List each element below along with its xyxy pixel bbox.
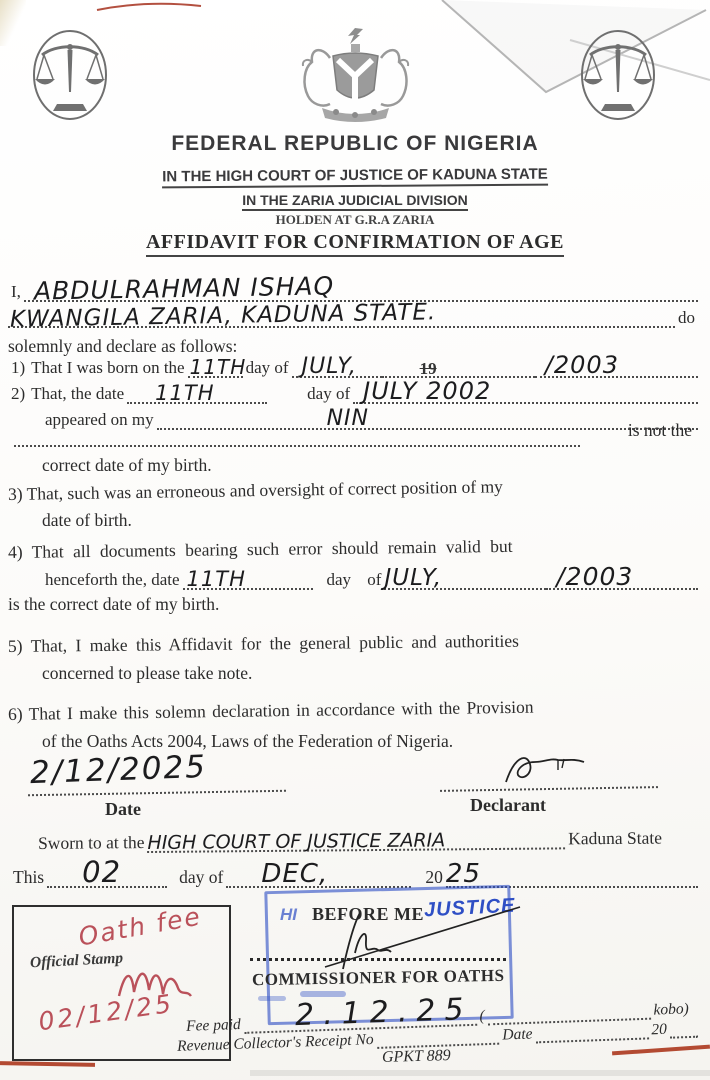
deponent-address-handwriting: KWANGILA ZARIA, KADUNA STATE. (9, 299, 437, 333)
clause-1-text2: day of (245, 358, 289, 377)
clause-2-closing: correct date of my birth. (42, 455, 212, 475)
i-label: I, (11, 282, 21, 301)
paper-corner-shade (0, 0, 26, 46)
clause-3-text1: That, such was an erroneous and oversight of correct position of my (26, 476, 503, 504)
clause-2-text: That, the date (31, 384, 125, 403)
clause-4-year-field (546, 562, 698, 591)
clause-5-line2: concerned to please take note. (42, 663, 253, 683)
clause-3-number: 3) (7, 483, 23, 504)
affidavit-title: AFFIDAVIT FOR CONFIRMATION OF AGE (0, 231, 710, 257)
declarant-label: Declarant (470, 795, 546, 815)
sworn-day-handwriting: 02 (82, 855, 122, 889)
clause-2-appeared-line (42, 404, 698, 430)
clause-2-text3: appeared on my (45, 410, 154, 429)
fee-kobo-label: kobo) (653, 1000, 690, 1019)
clause-3-line1 (8, 476, 503, 505)
clause-1-year-field (535, 351, 698, 379)
clause-6-line1 (8, 697, 534, 725)
sworn-line (35, 823, 665, 854)
clause-5-number: 5) (7, 635, 23, 656)
clause-1-day-field (188, 355, 247, 379)
receipt-date-field (536, 1031, 649, 1043)
clause-2-day-field (127, 381, 267, 405)
sworn-month-handwriting: DEC, (261, 859, 329, 889)
clause-1-struck-19: 19 (419, 359, 437, 378)
sworn-dayof: day of (179, 867, 224, 887)
division-title: IN THE ZARIA JUDICIAL DIVISION (0, 192, 710, 211)
declare-line: solemnly and declare as follows: (8, 336, 238, 356)
receipt-label: Revenue Collector's Receipt No (176, 1031, 374, 1055)
holden-title: HOLDEN AT G.R.A ZARIA (275, 212, 435, 227)
stamp-blue-fragment-bar2 (258, 996, 286, 1001)
clause-2-isnotthe: is not the (627, 420, 692, 440)
sworn-place-handwriting: HIGH COURT OF JUSTICE ZARIA (147, 829, 446, 855)
deponent-name-handwriting: ABDULRAHMAN ISHAQ (33, 271, 335, 306)
clause-1-month-handwriting: JULY, (301, 354, 357, 379)
clause-6-number: 6) (7, 703, 23, 724)
clause-4-date-line (42, 564, 698, 590)
clause-2-empty-rule (14, 445, 580, 447)
sworn-place-field (147, 829, 565, 855)
fee-paid-label: Fee paid (185, 1015, 242, 1035)
receipt-year-field (670, 1030, 698, 1039)
sworn-date-line (10, 855, 698, 889)
clause-4-day-handwriting: 11TH (186, 567, 246, 591)
sworn-year-handwriting: 25 (445, 859, 481, 889)
receipt-century: 20 (650, 1020, 668, 1039)
clause-6-text1: That I make this solemn declaration in accordance with the Provision (28, 696, 534, 724)
clause-2-day-handwriting: 11TH (155, 381, 215, 405)
clause-5-text1: That, I make this Affidavit for the general public and authorities (30, 630, 519, 656)
paper-bottom-shadow (250, 1070, 710, 1076)
clause-2-nin-handwriting: NIN (326, 406, 369, 431)
clause-1-year-handwriting: /2003 (544, 351, 619, 379)
clause-4-text1: That all documents bearing such error should remain valid but (31, 535, 513, 562)
clause-2 (8, 378, 698, 404)
this-word: This (13, 867, 45, 887)
sworn-prefix: Sworn to at the (37, 832, 145, 853)
sworn-suffix: Kaduna State (568, 827, 663, 849)
deponent-name-line (8, 271, 698, 306)
scales-of-justice-icon (578, 28, 658, 123)
sworn-month-field (226, 859, 411, 889)
clause-2-text2: day of (307, 384, 351, 403)
official-stamp-label: Official Stamp (29, 949, 124, 972)
clause-2-monthyear-field (353, 377, 698, 405)
stamp-justice-text: JUSTICE (423, 894, 516, 922)
do-word: do (678, 308, 695, 327)
nigeria-coat-of-arms-icon (288, 24, 423, 132)
clause-1-day-handwriting: 11TH (189, 355, 247, 379)
date-label: Date (105, 799, 141, 819)
clause-1-text: That I was born on the (31, 358, 185, 377)
court-title: IN THE HIGH COURT OF JUSTICE OF KADUNA STATE (0, 165, 710, 190)
commissioner-label: COMMISSIONER FOR OATHS (251, 965, 505, 990)
republic-title: FEDERAL REPUBLIC OF NIGERIA (171, 132, 539, 155)
scales-of-justice-icon (30, 28, 110, 123)
paper-fold-crease (420, 0, 710, 112)
deponent-address-field (8, 299, 675, 333)
clause-4-month-handwriting: JULY, (384, 565, 443, 591)
clause-1-number: 1) (11, 358, 26, 377)
clause-4-text2: henceforth the, date (45, 570, 180, 589)
clause-6-line2: of the Oaths Acts 2004, Laws of the Federation of Nigeria. (42, 731, 454, 751)
clause-5-line1 (8, 631, 519, 657)
clause-3-line2: date of birth. (42, 510, 132, 530)
form-code: GPKT 889 (381, 1047, 451, 1066)
commissioner-rule (250, 958, 506, 961)
paper-bottom-right-edge (612, 1045, 710, 1056)
date-rule (28, 790, 286, 797)
clause-4-line1 (8, 536, 513, 563)
sworn-day-field (47, 855, 167, 889)
clause-4-month-field (384, 565, 546, 591)
clause-4-line3: is the correct date of my birth. (8, 594, 220, 614)
date-handwriting: 2/12/2025 (29, 748, 208, 792)
clause-2-number: 2) (11, 384, 26, 403)
paper-bottom-left-edge (0, 1061, 95, 1067)
deponent-address-line (8, 299, 698, 333)
commissioner-signature (315, 895, 530, 973)
clause-2-monthyear-handwriting: JULY 2002 (363, 377, 492, 405)
declarant-signature (498, 750, 593, 792)
clause-4-number: 4) (7, 541, 23, 562)
receipt-date-label: Date (502, 1025, 533, 1044)
sworn-century: 20 (425, 867, 443, 887)
clause-4-text3: day of (326, 570, 382, 589)
clause-1 (8, 352, 698, 378)
red-note-date: 02/12/25 (36, 988, 176, 1037)
stamp-fragment-text: HI (280, 905, 297, 924)
clause-4-year-handwriting: /2003 (556, 562, 634, 591)
before-me-label: BEFORE ME (312, 904, 425, 924)
stamp-date-handwriting: 2.12.25 (294, 991, 474, 1034)
red-note-oath-fee: Oath fee (76, 901, 204, 952)
paper-top-red-edge (95, 0, 205, 14)
clause-4-day-field (183, 567, 313, 591)
fee-paren: ( (479, 1007, 485, 1025)
